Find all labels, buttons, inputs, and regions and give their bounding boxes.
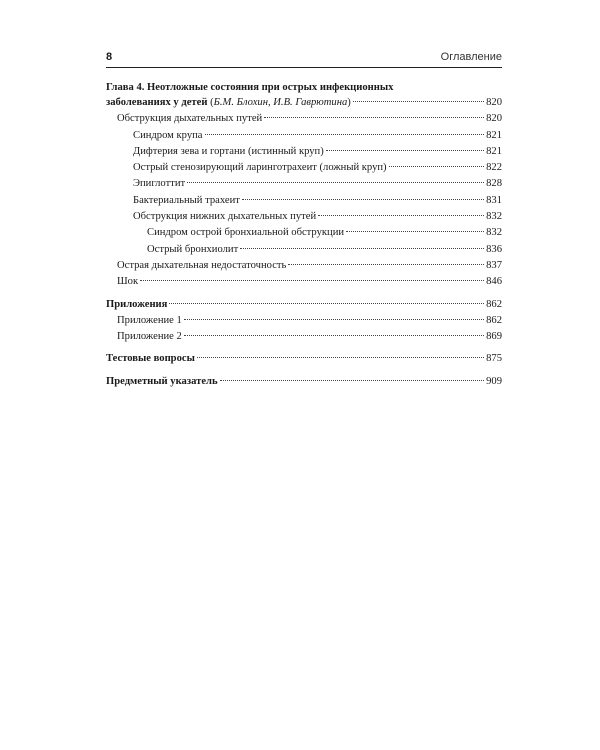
- page-header: [106, 51, 502, 68]
- toc-entry-text: Дифтерия зева и гортани (истинный круп): [133, 145, 324, 157]
- section-title: Тестовые вопросы: [106, 353, 195, 365]
- table-of-contents: [106, 81, 502, 390]
- toc-entry[interactable]: [106, 144, 502, 160]
- page-ref: 869: [486, 331, 502, 343]
- chapter-title-line2: заболеваниях у детей (Б.М. Блохин, И.В. Гаврютина) 820: [106, 95, 502, 111]
- chapter-authors: Б.М. Блохин, И.В. Гаврютина: [213, 97, 348, 108]
- toc-entry-text: Обструкция нижних дыхательных путей: [133, 211, 317, 223]
- leader-dots: [288, 264, 484, 265]
- toc-entry[interactable]: [106, 258, 502, 274]
- page-ref: 832: [486, 227, 502, 239]
- toc-entry[interactable]: [106, 160, 502, 176]
- toc-entry[interactable]: [106, 209, 502, 225]
- page-number: 8: [106, 51, 113, 63]
- toc-section-index[interactable]: [106, 374, 502, 390]
- page-ref: 862: [486, 314, 502, 326]
- toc-entry[interactable]: [106, 176, 502, 192]
- leader-dots: [242, 199, 484, 200]
- page-ref: 831: [486, 194, 502, 206]
- toc-entry[interactable]: [106, 313, 502, 329]
- page-ref: 875: [486, 353, 502, 365]
- leader-dots: [318, 215, 484, 216]
- leader-dots: [184, 319, 484, 320]
- chapter-title-line1: Глава 4. Неотложные состояния при острых инфекционных: [106, 82, 394, 93]
- page-ref: 846: [486, 276, 502, 288]
- toc-entry[interactable]: [106, 274, 502, 290]
- page-ref: 832: [486, 211, 502, 223]
- toc-entry[interactable]: [106, 225, 502, 241]
- leader-dots: [197, 357, 484, 358]
- leader-dots: [353, 101, 484, 102]
- toc-entry-text: Острый бронхиолит: [147, 243, 239, 255]
- toc-entry-text: Приложение 1: [117, 314, 182, 326]
- toc-entry[interactable]: [106, 128, 502, 144]
- toc-section-tests[interactable]: [106, 351, 502, 367]
- running-head: Оглавление: [440, 51, 502, 63]
- section-title: Приложения: [106, 298, 168, 310]
- page-ref: 821: [486, 145, 502, 157]
- leader-dots: [140, 280, 484, 281]
- toc-entry-text: Острый стенозирующий ларинготрахеит (ложный круп): [133, 162, 387, 174]
- page-ref: 822: [486, 162, 502, 174]
- toc-entry-text: Приложение 2: [117, 331, 182, 343]
- toc-entry-text: Синдром острой бронхиальной обструкции: [147, 227, 345, 239]
- toc-entry[interactable]: [106, 242, 502, 258]
- toc-entry[interactable]: [106, 329, 502, 345]
- page-ref: 821: [486, 129, 502, 141]
- leader-dots: [205, 134, 485, 135]
- section-title: Предметный указатель: [106, 375, 218, 387]
- leader-dots: [264, 117, 484, 118]
- page-ref: 909: [486, 375, 502, 387]
- leader-dots: [240, 248, 484, 249]
- leader-dots: [187, 182, 484, 183]
- leader-dots: [184, 335, 484, 336]
- page-ref: 820: [486, 113, 502, 125]
- toc-entry-text: Обструкция дыхательных путей: [117, 113, 263, 125]
- leader-dots: [169, 303, 484, 304]
- toc-entry[interactable]: [106, 111, 502, 127]
- leader-dots: [326, 150, 484, 151]
- toc-entry-text: Шок: [117, 276, 139, 288]
- leader-dots: [389, 166, 485, 167]
- page-ref: 862: [486, 298, 502, 310]
- page-ref: 837: [486, 259, 502, 271]
- page-ref: 836: [486, 243, 502, 255]
- page-ref: 820: [486, 97, 502, 108]
- leader-dots: [220, 380, 485, 381]
- toc-entry[interactable]: [106, 193, 502, 209]
- toc-entry-text: Эпиглоттит: [133, 178, 186, 190]
- page-ref: 828: [486, 178, 502, 190]
- toc-entry-text: Острая дыхательная недостаточность: [117, 259, 287, 271]
- toc-entry-text: Синдром крупа: [133, 129, 203, 141]
- toc-section-appendices[interactable]: [106, 297, 502, 313]
- leader-dots: [346, 231, 484, 232]
- toc-entry-text: Бактериальный трахеит: [133, 194, 240, 206]
- chapter-title-bold: заболеваниях у детей: [106, 97, 208, 108]
